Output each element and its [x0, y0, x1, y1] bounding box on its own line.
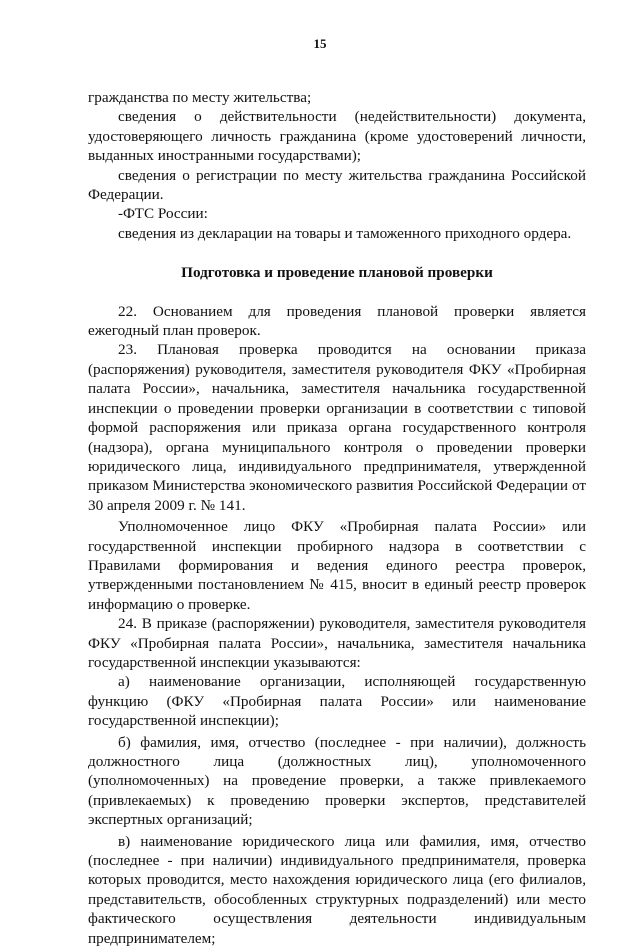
paragraph-23: 23. Плановая проверка проводится на основании приказа (распоряжения) руководителя, заместителя руководителя ФКУ «Пробирная палата России», начальника, заместителя начальника государственной инспекции о проведении проверки организации в соответствии с типовой формой распоряжения или приказа органа государственного контроля (надзора), органа муниципального контроля о проведении проверки юридического лица, индивидуального предпринимателя, утвержденной приказом Министерства экономического развития Российской Федерации от 30 апреля 2009 г. № 141.: [88, 341, 586, 514]
paragraph-declaration: сведения из декларации на товары и таможенного приходного ордера.: [118, 224, 572, 242]
paragraph-24: 24. В приказе (распоряжении) руководителя, заместителя руководителя ФКУ «Пробирная палата России», начальника, заместителя начальника государственной инспекции указываются:: [88, 615, 586, 671]
paragraph-24a: а) наименование организации, исполняющей государственную функцию (ФКУ «Пробирная палата России» или наименование государственной инспекции);: [88, 673, 586, 730]
page-number: 15: [313, 36, 327, 51]
paragraph-24c: в) наименование юридического лица или фамилия, имя, отчество (последнее - при наличии) индивидуального предпринимателя, проверка которых проводится, место нахождения юридического лица (его филиалов, представительств, обособленных структурных подразделений) или место фактического осуществления деятельности индивидуальным предпринимателем;: [88, 832, 586, 947]
paragraph-registration: сведения о регистрации по месту жительства гражданина Российской Федерации.: [88, 166, 586, 204]
paragraph-24b: б) фамилия, имя, отчество (последнее - при наличии), должность должностного лица (должностных лиц), уполномоченного (уполномоченных) на проведение проверки, а также привлекаемого (привлекаемых) к проведению проверки экспертов, представителей экспертных организаций;: [88, 733, 586, 829]
paragraph-22: 22. Основанием для проведения плановой проверки является ежегодный план проверок.: [88, 302, 586, 340]
paragraph-fts: -ФТС России:: [118, 205, 208, 223]
paragraph-authorized-person: Уполномоченное лицо ФКУ «Пробирная палата России» или государственной инспекции пробирного надзора в соответствии с Правилами формирования и ведения единого реестра проверок, утвержденными постановлением № 415, вносит в единый реестр проверок информацию о проверке.: [88, 518, 586, 613]
paragraph-document-validity: сведения о действительности (недействительности) документа, удостоверяющего личность гражданина (кроме удостоверений личности, выданных иностранными государствами);: [88, 108, 586, 165]
section-heading: Подготовка и проведение плановой проверки: [181, 264, 493, 282]
paragraph-citizenship: гражданства по месту жительства;: [88, 89, 312, 106]
document-body: [88, 88, 586, 948]
